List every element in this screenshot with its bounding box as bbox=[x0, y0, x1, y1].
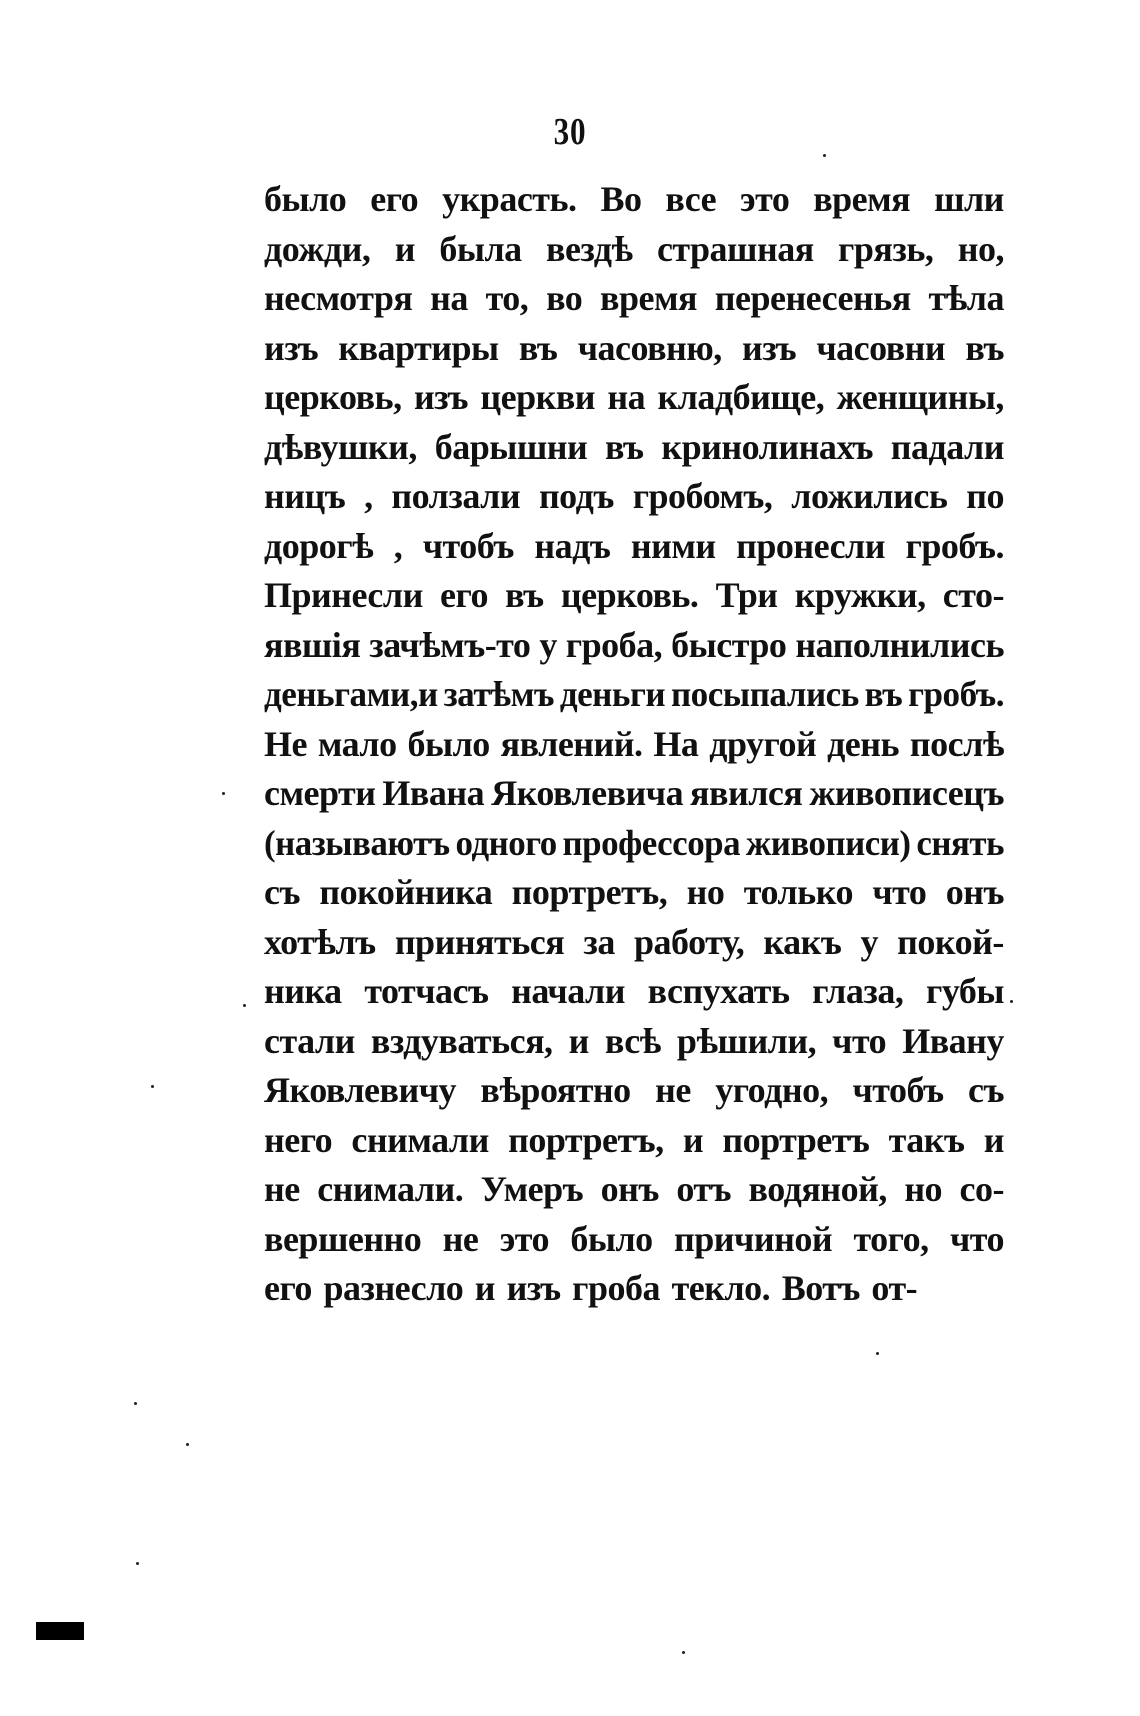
word: было bbox=[570, 1218, 653, 1259]
word: со- bbox=[959, 1169, 1004, 1209]
word: Яковлевичу bbox=[264, 1070, 456, 1110]
word: причиной bbox=[674, 1218, 833, 1259]
text-line bbox=[264, 918, 1004, 968]
word: то, bbox=[485, 278, 529, 318]
word: вѣроятно bbox=[480, 1070, 631, 1110]
word: (называютъ bbox=[264, 822, 450, 863]
word: разнесло bbox=[323, 1268, 464, 1308]
word: угодно, bbox=[715, 1070, 829, 1110]
word: шли bbox=[934, 179, 1004, 219]
word: затѣмъ bbox=[443, 674, 554, 714]
word: съ bbox=[264, 872, 300, 912]
word: вездѣ bbox=[546, 228, 633, 269]
word: водяной, bbox=[748, 1169, 887, 1209]
word: была bbox=[439, 228, 522, 269]
word: стали bbox=[264, 1020, 355, 1061]
word: что bbox=[949, 1218, 1004, 1259]
word: Вотъ bbox=[781, 1268, 860, 1308]
word: несмотря bbox=[264, 278, 413, 318]
word: отъ bbox=[676, 1169, 732, 1209]
word: посыпались bbox=[670, 674, 859, 714]
text-line bbox=[264, 175, 1004, 225]
scan-speck bbox=[682, 1651, 685, 1654]
word: начали bbox=[511, 971, 625, 1011]
word: было bbox=[264, 179, 347, 219]
word: кружки, bbox=[794, 575, 926, 615]
word: какъ bbox=[763, 921, 842, 962]
word: живописи) bbox=[745, 822, 911, 863]
word: Принесли bbox=[264, 575, 423, 615]
word: кринолинахъ bbox=[661, 426, 873, 467]
word: тотчасъ bbox=[364, 971, 489, 1011]
word: его bbox=[264, 1268, 312, 1308]
word: , bbox=[393, 525, 403, 566]
word: явлений. bbox=[500, 723, 643, 764]
word: грязь, bbox=[838, 228, 934, 269]
word: подъ bbox=[538, 476, 614, 516]
word: въ bbox=[864, 674, 903, 714]
word: изъ bbox=[742, 327, 797, 368]
scan-speck bbox=[823, 154, 826, 157]
word: портретъ, bbox=[511, 872, 668, 912]
scan-speck bbox=[186, 1443, 189, 1446]
word: дорогѣ bbox=[264, 525, 374, 566]
word: Яковлевича bbox=[491, 773, 684, 813]
word: но bbox=[686, 872, 725, 912]
word: его bbox=[370, 179, 419, 219]
word: на bbox=[430, 278, 468, 318]
word: портретъ, bbox=[508, 1119, 664, 1160]
word: гробъ. bbox=[908, 674, 1004, 714]
text-line bbox=[264, 868, 1004, 918]
text-line bbox=[264, 621, 1004, 671]
text-line bbox=[264, 324, 1004, 374]
word: Во bbox=[600, 179, 642, 219]
word: приняться bbox=[394, 921, 565, 962]
word: въ bbox=[965, 327, 1004, 368]
word: изъ bbox=[413, 377, 469, 417]
text-line bbox=[264, 769, 1004, 819]
word: часовню, bbox=[577, 327, 722, 368]
word: церковь, bbox=[264, 377, 402, 417]
text-line bbox=[264, 670, 1004, 720]
word: и bbox=[394, 228, 415, 269]
word: время bbox=[600, 278, 697, 318]
word: вспухать bbox=[647, 971, 790, 1011]
word: съ bbox=[967, 1070, 1004, 1110]
text-line bbox=[264, 819, 1004, 869]
scan-speck bbox=[222, 792, 225, 795]
word: быстро bbox=[671, 624, 787, 665]
text-line bbox=[264, 1017, 1004, 1067]
word: деньги bbox=[559, 674, 666, 714]
word: глаза, bbox=[812, 971, 904, 1011]
text-line bbox=[264, 423, 1004, 473]
word: это bbox=[740, 179, 790, 219]
word: ползали bbox=[391, 476, 521, 516]
word: и bbox=[682, 1119, 704, 1160]
word: все bbox=[665, 179, 717, 219]
word: гроба, bbox=[565, 624, 663, 665]
word: губы bbox=[925, 971, 1004, 1011]
word: явшія bbox=[264, 624, 361, 665]
text-line bbox=[264, 225, 1004, 275]
word: явился bbox=[690, 773, 803, 813]
word: у bbox=[539, 624, 557, 665]
word: не bbox=[442, 1218, 479, 1259]
word: квартиры bbox=[338, 327, 499, 368]
word: ними bbox=[630, 525, 716, 566]
word: Ивану bbox=[902, 1020, 1004, 1061]
text-line bbox=[264, 373, 1004, 423]
word: гробъ. bbox=[905, 525, 1004, 566]
word: Ивана bbox=[382, 773, 485, 813]
word: гроба bbox=[572, 1268, 661, 1308]
word: кладбище, bbox=[657, 377, 825, 417]
word: но bbox=[904, 1169, 943, 1209]
word: онъ bbox=[600, 1169, 659, 1209]
word: рѣшили, bbox=[676, 1020, 817, 1061]
word: снять bbox=[916, 822, 1005, 863]
word: одного bbox=[455, 822, 557, 863]
scan-speck bbox=[243, 1004, 246, 1007]
word: въ bbox=[505, 575, 544, 615]
text-line bbox=[264, 274, 1004, 324]
page-number: 30 bbox=[553, 111, 587, 153]
word: время bbox=[813, 179, 911, 219]
word: покой- bbox=[897, 921, 1004, 962]
scan-speck bbox=[876, 1352, 879, 1355]
word: надъ bbox=[534, 525, 611, 566]
word: въ bbox=[605, 426, 644, 467]
word: того, bbox=[853, 1218, 929, 1259]
body-text bbox=[264, 175, 1004, 1314]
word: вздуваться, bbox=[370, 1020, 553, 1061]
word: снимали bbox=[351, 1119, 489, 1160]
word: послѣ bbox=[909, 723, 1004, 764]
scan-speck bbox=[136, 1562, 139, 1565]
word: чтобъ bbox=[422, 525, 514, 566]
word: На bbox=[653, 723, 699, 764]
word: текло. bbox=[671, 1268, 771, 1308]
word: онъ bbox=[945, 872, 1004, 912]
word: смерти bbox=[264, 773, 376, 813]
word: церкви bbox=[480, 377, 596, 417]
word: и bbox=[983, 1119, 1004, 1160]
word: , bbox=[364, 476, 373, 516]
word: на bbox=[607, 377, 646, 417]
word: что bbox=[872, 872, 927, 912]
word: мало bbox=[317, 723, 397, 764]
word: пронесли bbox=[736, 525, 885, 566]
word: барышни bbox=[434, 426, 588, 467]
word: дожди, bbox=[264, 228, 371, 269]
word: и bbox=[474, 1268, 496, 1308]
word: только bbox=[743, 872, 853, 912]
word: за bbox=[583, 921, 615, 962]
word: не bbox=[655, 1070, 691, 1110]
word: церковь. bbox=[560, 575, 699, 615]
scan-edge-mark bbox=[36, 1622, 84, 1640]
word: женщины, bbox=[836, 377, 1004, 417]
word: изъ bbox=[264, 327, 319, 368]
word: работу, bbox=[634, 921, 745, 962]
word: ницъ bbox=[264, 476, 346, 516]
text-line bbox=[264, 967, 1004, 1017]
word: снимали. bbox=[317, 1169, 464, 1209]
word: украсть. bbox=[442, 179, 577, 219]
word: живописецъ bbox=[809, 773, 1004, 813]
word: не bbox=[264, 1169, 300, 1209]
word: от- bbox=[871, 1268, 918, 1308]
word: сто- bbox=[942, 575, 1004, 615]
word: у bbox=[860, 921, 878, 962]
word: что bbox=[832, 1020, 887, 1061]
text-line bbox=[264, 720, 1004, 770]
scan-speck bbox=[134, 1402, 137, 1405]
word: хотѣлъ bbox=[264, 921, 376, 962]
word: было bbox=[407, 723, 490, 764]
word: портретъ bbox=[722, 1119, 870, 1160]
word: страшная bbox=[656, 228, 814, 269]
word: его bbox=[440, 575, 488, 615]
text-line bbox=[264, 571, 1004, 621]
text-line bbox=[264, 1165, 1004, 1215]
word: тѣла bbox=[928, 278, 1004, 318]
text-line bbox=[264, 472, 1004, 522]
word: ника bbox=[264, 971, 342, 1011]
text-line bbox=[264, 1066, 1004, 1116]
text-line bbox=[264, 1215, 1004, 1265]
word: деньгами,и bbox=[264, 674, 438, 714]
word: Три bbox=[715, 575, 778, 615]
word: наполнились bbox=[795, 624, 1004, 665]
word: въ bbox=[518, 327, 558, 368]
word: такъ bbox=[888, 1119, 965, 1160]
word: Умеръ bbox=[480, 1169, 584, 1209]
word: изъ bbox=[506, 1268, 561, 1308]
word: чтобъ bbox=[852, 1070, 944, 1110]
word: профессора bbox=[562, 822, 741, 863]
word: и bbox=[568, 1020, 589, 1061]
word: по bbox=[966, 476, 1004, 516]
word: это bbox=[499, 1218, 550, 1259]
text-line bbox=[264, 1264, 1004, 1314]
word: часовни bbox=[816, 327, 946, 368]
word: гробомъ, bbox=[632, 476, 773, 516]
word: день bbox=[827, 723, 900, 764]
word: во bbox=[546, 278, 583, 318]
text-line bbox=[264, 1116, 1004, 1166]
word: другой bbox=[709, 723, 817, 764]
word: Не bbox=[264, 723, 307, 764]
word: вершенно bbox=[264, 1218, 422, 1259]
scan-speck bbox=[1010, 1000, 1013, 1003]
word: падали bbox=[890, 426, 1004, 467]
word: ложились bbox=[791, 476, 948, 516]
scan-speck bbox=[151, 1085, 154, 1088]
word: но, bbox=[957, 228, 1004, 269]
word: дѣвушки, bbox=[264, 426, 417, 467]
word: зачѣмъ-то bbox=[369, 624, 531, 665]
word: покойника bbox=[319, 872, 493, 912]
word: перенесенья bbox=[714, 278, 911, 318]
word: всѣ bbox=[604, 1020, 661, 1061]
text-line bbox=[264, 522, 1004, 572]
word: него bbox=[264, 1119, 333, 1160]
